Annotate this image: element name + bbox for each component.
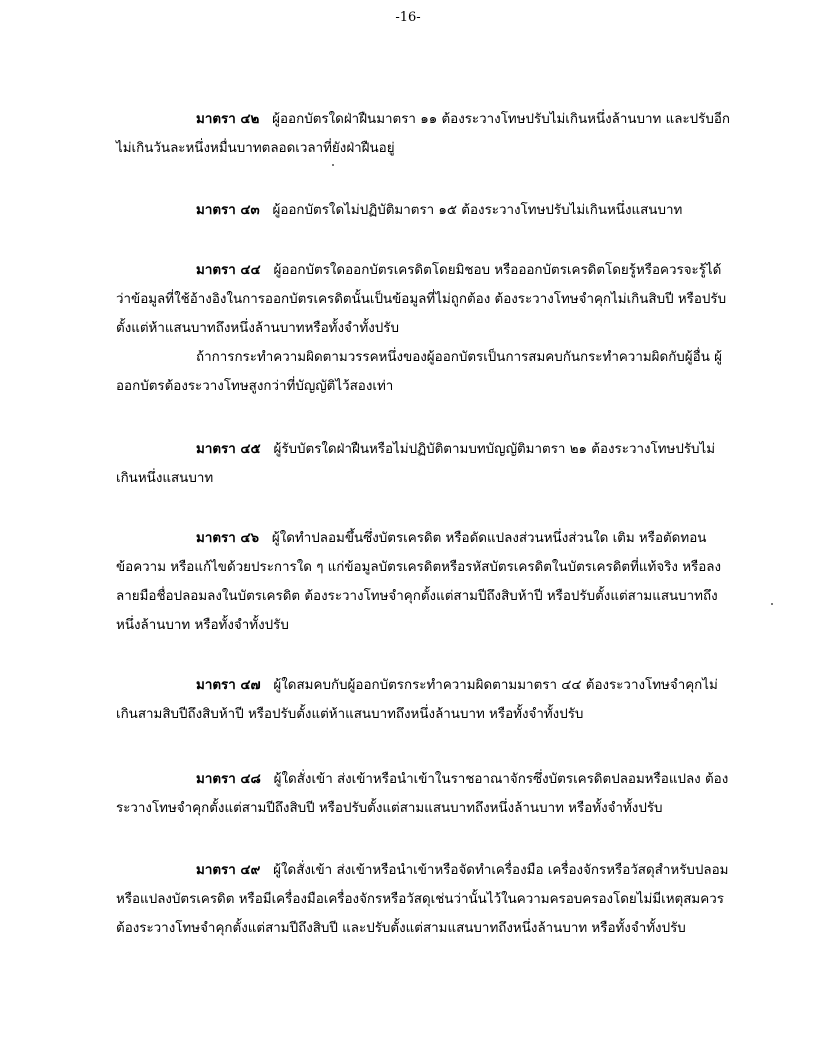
section-number: มาตรา ๔๔ [196,262,261,278]
section-44-paragraph-2 [116,343,732,401]
section-text: ถ้าการกระทำความผิดตามวรรคหนึ่งของผู้ออกบัตรเป็นการสมคบกันกระทำความผิดกับผู้อื่น ผู้ออกบัตรต้องระวางโทษสูงกว่าที่บัญญัติไว้สองเท่า [116,350,722,394]
section-number: มาตรา ๔๗ [196,677,261,693]
scan-speck [332,164,334,166]
section-text: ผู้ใดทำปลอมขึ้นซึ่งบัตรเครดิต หรือดัดแปลงส่วนหนึ่งส่วนใด เติม หรือตัดทอนข้อความ หรือแก้ไขด้วยประการใด ๆ แก่ข้อมูลบัตรเครดิตหรือรหัสบัตรเครดิตในบัตรเครดิตที่แท้จริง หรือลงลายมือชื่อปลอมลงในบัตรเครดิต ต้องระวางโทษจำคุกตั้งแต่สามปีถึงสิบห้าปี หรือปรับตั้งแต่สามแสนบาทถึงหนึ่งล้านบาท หรือทั้งจำทั้งปรับ [116,531,722,633]
section-text: ผู้ออกบัตรใดไม่ปฏิบัติมาตรา ๑๕ ต้องระวางโทษปรับไม่เกินหนึ่งแสนบาท [272,203,683,218]
section-42 [116,105,732,163]
section-text: ผู้ใดสั่งเข้า ส่งเข้าหรือนำเข้าในราชอาณาจักรซึ่งบัตรเครดิตปลอมหรือแปลง ต้องระวางโทษจำคุกตั้งแต่สามปีถึงสิบปี หรือปรับตั้งแต่สามแสนบาทถึงหนึ่งล้านบาท หรือทั้งจำทั้งปรับ [116,772,729,816]
section-44 [116,256,732,343]
section-text: ผู้ใดสมคบกับผู้ออกบัตรกระทำความผิดตามมาตรา ๔๔ ต้องระวางโทษจำคุกไม่เกินสามสิบปีถึงสิบห้าปี หรือปรับตั้งแต่ห้าแสนบาทถึงหนึ่งล้านบาท หรือทั้งจำทั้งปรับ [116,678,718,722]
section-text: ผู้ออกบัตรใดฝ่าฝืนมาตรา ๑๑ ต้องระวางโทษปรับไม่เกินหนึ่งล้านบาท และปรับอีกไม่เกินวันละหนึ่งหมื่นบาทตลอดเวลาที่ยังฝ่าฝืนอยู่ [116,112,731,156]
scan-speck [771,603,773,605]
section-text: ผู้ออกบัตรใดออกบัตรเครดิตโดยมิชอบ หรือออกบัตรเครดิตโดยรู้หรือควรจะรู้ได้ว่าข้อมูลที่ใช้อ้างอิงในการออกบัตรเครดิตนั้นเป็นข้อมูลที่ไม่ถูกต้อง ต้องระวางโทษจำคุกไม่เกินสิบปี หรือปรับตั้งแต่ห้าแสนบาทถึงหนึ่งล้านบาทหรือทั้งจำทั้งปรับ [116,263,727,336]
section-48 [116,765,732,823]
section-number: มาตรา ๔๘ [196,771,261,787]
section-43 [116,196,732,225]
section-number: มาตรา ๔๖ [196,530,260,546]
section-49 [116,856,732,943]
section-text: ผู้รับบัตรใดฝ่าฝืนหรือไม่ปฏิบัติตามบทบัญญัติมาตรา ๒๑ ต้องระวางโทษปรับไม่เกินหนึ่งแสนบาท [116,442,716,486]
section-text: ผู้ใดสั่งเข้า ส่งเข้าหรือนำเข้าหรือจัดทำเครื่องมือ เครื่องจักรหรือวัสดุสำหรับปลอมหรือแปลงบัตรเครดิต หรือมีเครื่องมือเครื่องจักรหรือวัสดุเช่นว่านั้นไว้ในความครอบครองโดยไม่มีเหตุสมควร ต้องระวางโทษจำคุกตั้งแต่สามปีถึงสิบปี และปรับตั้งแต่สามแสนบาทถึงหนึ่งล้านบาท หรือทั้งจำทั้งปรับ [116,863,729,936]
section-number: มาตรา ๔๒ [196,111,260,127]
section-46 [116,524,732,640]
section-47 [116,671,732,729]
section-number: มาตรา ๔๙ [196,862,261,878]
section-number: มาตรา ๔๓ [196,202,260,218]
page-number: -16- [395,10,421,25]
section-number: มาตรา ๔๕ [196,441,261,457]
section-45 [116,435,732,493]
